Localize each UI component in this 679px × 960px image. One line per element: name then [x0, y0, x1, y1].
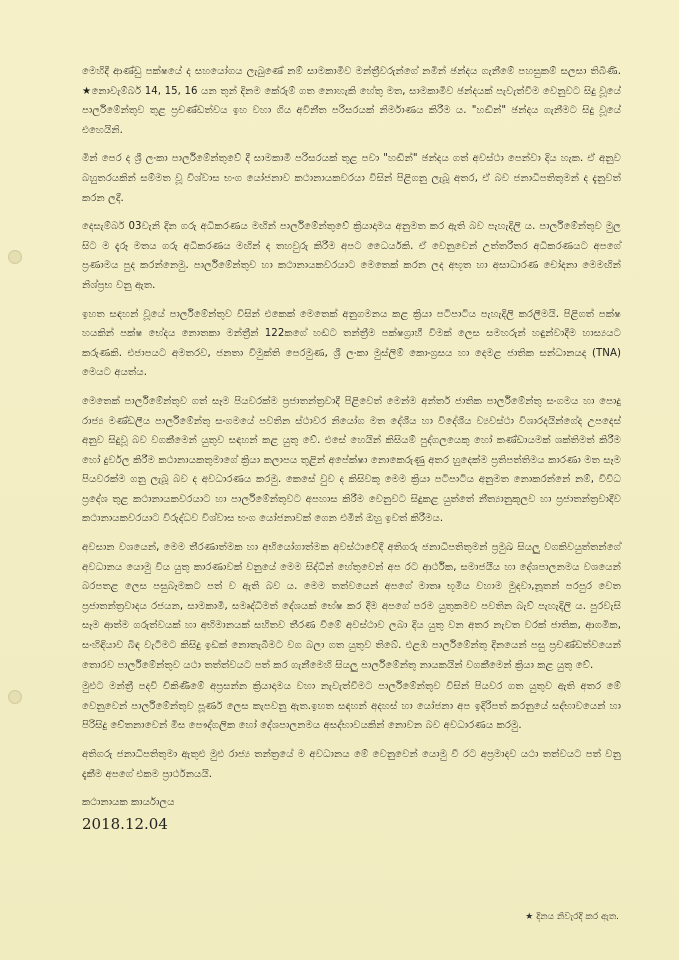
signature-office: කථානායක කාර්යාලය — [82, 797, 175, 809]
paragraph-4: ඉහත සඳහන් වූයේ පාර්ලිමේන්තුව විසින් එකෙක් මෙතෙක් අනුගමනය කළ ක්‍රියා පටිපාටිය පැහැදිලි කරලීමයි. පිළිගත් පක්ෂ හයකින් පක්ෂ භේදය නොතකා මන්ත්‍රීන් 122කගේ හඬට තන්ත්‍රීම පක්ෂග්‍රාහී විමක් ලෙස සමහරුන් හඳුන්වාදීම හාස්‍යයට කරුණකි. එජාපයට අමතරව, ජනතා විමුක්ති පෙරමුණ, ශ්‍රී ලංකා මුස්ලිම් කොංග්‍රසය හා දෙමළ ජාතික සන්ධානයද (TNA) මෙයට අයත්ය. — [82, 308, 621, 379]
paragraph-8: අතිගරු ජනාධිපතිතුමා ඇතුළු මුළු රාජ්‍ය තන්ත්‍රයේ ම අවධානය මේ වෙනුවෙන් යොමු වී රට අප්‍රමාදව යථා තත්වයට පත් වනු දැකීම අපගේ එකම ප්‍රාර්ථනයයි. — [82, 749, 621, 780]
punch-hole — [8, 690, 22, 704]
paragraph-6: අවසාන වශයෙන්, මෙම තීරණාත්මක හා අභියෝගාත්මක අවස්ථාවේදී අතිගරු ජනාධිපතිතුමන් ප්‍රමුඛ සියලු වගකිවයුත්තන්ගේ අවධානය යොමු විය යුතු කාරණාවක් වනුයේ මෙම සිද්ධීන් හේතුවෙන් අප රට ආර්ථික, සමාජයීය හා දේශපාලනමය වශයෙන් බරපතළ ලෙස පසුබෑමකට පත් ව ඇති බව ය. මෙම තත්වයෙන් අපගේ මාතෘ භූමිය වහාම මුදවා,නූතන් පරපුර වෙත ප්‍රජාතන්ත්‍රවාදය රජයන, සාමකාමී, සමෘද්ධිමත් දේශයක් භේෂ කර දීම අපගේ පරම යුතුකමව පවතින බැව් පැහැදිලි ය. පුරවැසි සෑම ආත්ම ගරුත්වයක් හා අභිමානයක් සහිතව තීරණ වීමේ අවස්ථාව ලබා දිය යුතු වන අතර නැවත වරක් ජාතික, ආගමික, සංහිඳියාව බිඳ වැටීමට කිසිදු ඉඩක් නොතැබීමට වග බලා ගත යුතුව තිබේ. එළඹ පාර්ලිමේන්තු දිනයෙන් පසු ප්‍රචණ්ඩත්වයෙන් තොරව පාර්ලිමේන්තුව යථා තත්ත්වයට පත් කර ගැනීමෙහි සියලු පාර්ලිමේන්තු නායකයින් වගකීමෙන් ක්‍රියා කළ යුතු වේ. — [82, 542, 621, 671]
paragraph-1: මෙහිදී ආණ්ඩු පක්ෂයේ ද සහයෝගය ලැබුණේ නම් සාමකාමීව මන්ත්‍රීවරුන්ගේ නමින් ඡන්දය ගැනීමේ පහසුකම් සලසා තිබිණි. ★නොවැම්බර් 14, 15, 16 යන තුන් දිනම කේරුම් ගත නොහැකි හේතු මත, සාමකාමීව ඡන්දයක් පැවැත්වීම වෙනුවට සිදු වූයේ පාර්ලිමේන්තුව තුළ ප්‍රචණ්ඩත්වය ඉහ වහා ගිය අවිනීත පරිසරයක් නිර්මාණය කිරීම ය. "හඬින්" ඡන්දය ගැනීමට සිදු වූයේ එහෙයිනි. — [82, 66, 621, 136]
paragraph-5: මෙතෙක් පාර්ලිමේන්තුව ගත් සෑම පියවරක්ම ප්‍රජාතන්ත්‍රවාදී පිළිවෙත් මෙන්ම අන්තර් ජාතික පාර්ලිමේන්තු සංගමය හා පොදු රාජ්‍ය මණ්ඩලීය පාර්ලිමේන්තු සංගමයේ පවතින ස්ථාවර නියෝග මත දේශීය හා විදේශීය ව්‍යවස්ථා විශාරදයින්ගේද උපදෙස් අනුව සිදුවූ බව වගකීමෙන් යුතුව සඳහන් කළ යුතු වේ. එසේ හෙයින් කිසියම් පුද්ගලයෙකු හෝ කණ්ඩායමක් ශක්තිමත් කිරීම හෝ දුර්වල කිරීම කථානායකතුමාගේ ක්‍රියා කලාපය තුළින් අපේක්ෂා නොකෙරුණු අතර හුදෙක්ම ප්‍රතිපත්තිමය කාරණා මත සෑම පියවරක්ම ගනු ලැබූ බව ද අවධාරණය කරමු. කෙසේ වුව ද කිසිවකු මෙම ක්‍රියා පටිපාටිය අනුමත නොකරන්නේ නම්, විවිධ ප්‍රදේශ තුළ කථානායකවරයාට හා පාර්ලිමේන්තුවට අපහාස කිරීම වෙනුවට සිදුකළ යුත්තේ නීත්‍යානුකූලව හා ප්‍රජාතන්ත්‍රවාදීව කථානායකවරයාට විරුද්ධව විශ්වාස භංග යෝජනාවක් ගෙන එමින් ඔහු ඉවත් කිරීමය. — [82, 395, 621, 525]
paragraph-3: දෙසැම්බර් 03වැනි දින ගරු අධිකරණය මඟින් පාර්ලිමේන්තුවේ ක්‍රියාදාමය අනුමත කර ඇති බව පැහැදිලි ය. පාර්ලිමේන්තුව මුල සිට ම දැරූ මතය ගරු අධිකරණය මඟින් ද තහවුරු කිරීම අපට ධෛර්යකි. ඒ වෙනුවෙන් උත්තරීතර අධිකරණයට අපගේ ප්‍රණාමය පුද කරන්නෙමු. පාර්ලිමේන්තුව හා කථානායකවරයාට මෙතෙක් කරන ලද අභූත හා අසාධාරණ චෝදනා මෙමඟින් නිශ්ප්‍රභ වනු ඇත. — [82, 221, 621, 291]
footnote: ★ දිනය නිවැරදි කර ඇත. — [525, 912, 619, 922]
paragraph-2: මින් පෙර ද ශ්‍රී ලංකා පාර්ලිමේන්තුවේ දී සාමකාමී පරිසරයක් තුළ පවා "හඬින්" ඡන්දය ගත් අවස්ථා පෙන්වා දිය හැක. ඒ අනුව බහුතරයකින් සම්මත වූ විශ්වාස භංග යෝජනාව කථානායකවරයා විසින් පිළිගනු ලැබූ අතර, ඒ බව ජනාධිපතිතුමන් ද දැනුවත් කරන ලදී. — [82, 153, 621, 204]
signature-date: 2018.12.04 — [82, 815, 168, 834]
punch-hole — [8, 250, 22, 264]
paragraph-7: මුළුට මන්ත්‍රී පදවි චිකිණීමේ අප්‍රසන්න ක්‍රියාදාමය වහා නැවැත්වීමට පාර්ලිමේන්තුව විසින් පියවර ගත යුතුව ඇති අතර මේ වෙනුවෙන් පාර්ලිමේන්තුව පූර්ණ ලෙස කැපවනු ඇත.ඉහත සඳහන් අදහස් හා යෝජනා අප ඉදිරිපත් කරනුයේ සද්භාවයෙන් හා පිරිසිදු චේතනාවෙන් මිස පෞද්ගලික හෝ දේශපාලනමය අසද්භාවයකින් නොවන බව අවධාරණය කරමු. — [82, 681, 621, 732]
